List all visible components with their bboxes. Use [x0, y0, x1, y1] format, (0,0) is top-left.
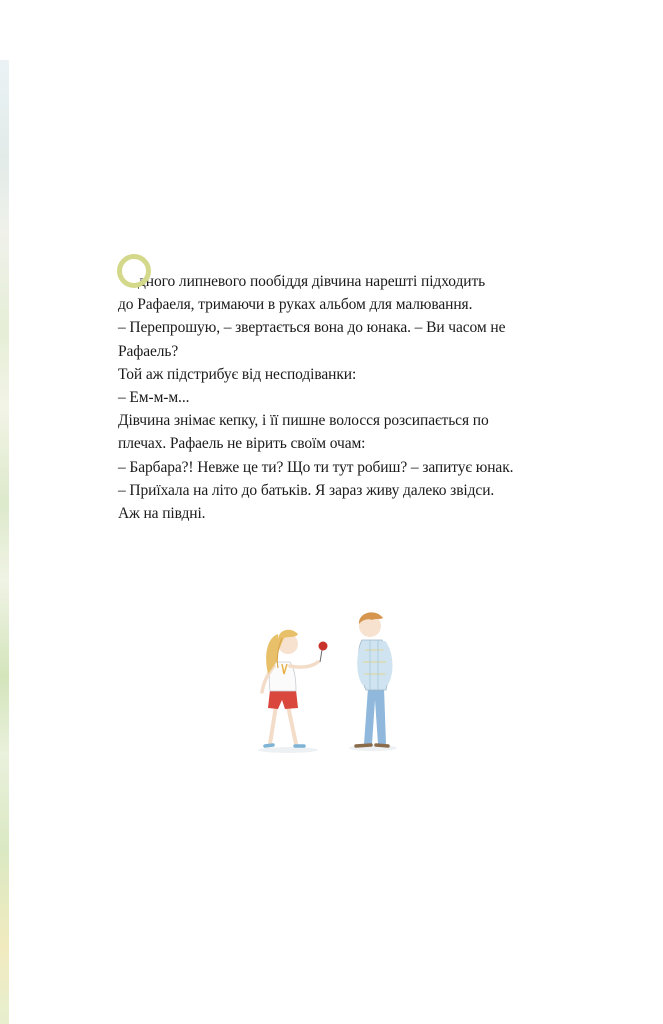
adjacent-page-edge: [0, 60, 9, 1024]
story-line: Той аж підстрибує від несподіванки:: [118, 365, 357, 383]
story-line: до Рафаеля, тримаючи в руках альбом для малювання.: [118, 296, 473, 314]
girl-and-boy-illustration: [238, 578, 438, 778]
story-line: – Приїхала на літо до батьків. Я зараз живу далеко звідси.: [118, 481, 495, 499]
story-line: – Барбара?! Невже це ти? Що ти тут робиш? – запитує юнак.: [118, 458, 514, 476]
story-line: плечах. Рафаель не вірить своїм очам:: [118, 435, 366, 453]
drop-cap-o-ring: [117, 254, 151, 288]
boy-figure: [356, 612, 390, 746]
story-line: Аж на півдні.: [118, 505, 206, 523]
story-line: Рафаель?: [118, 342, 179, 360]
story-text: [118, 270, 558, 525]
story-line-1: [118, 270, 558, 293]
story-line: – Ем-м-м...: [118, 389, 190, 407]
first-line-text: дного липневого пообіддя дівчина нарешті підходить: [138, 273, 486, 290]
story-line: – Перепрошую, – звертається вона до юнака. – Ви часом не: [118, 319, 506, 337]
ground-shadow-girl: [258, 747, 318, 753]
story-line: Дівчина знімає кепку, і її пишне волосся розсипається по: [118, 412, 489, 430]
girl-figure: [262, 630, 328, 746]
